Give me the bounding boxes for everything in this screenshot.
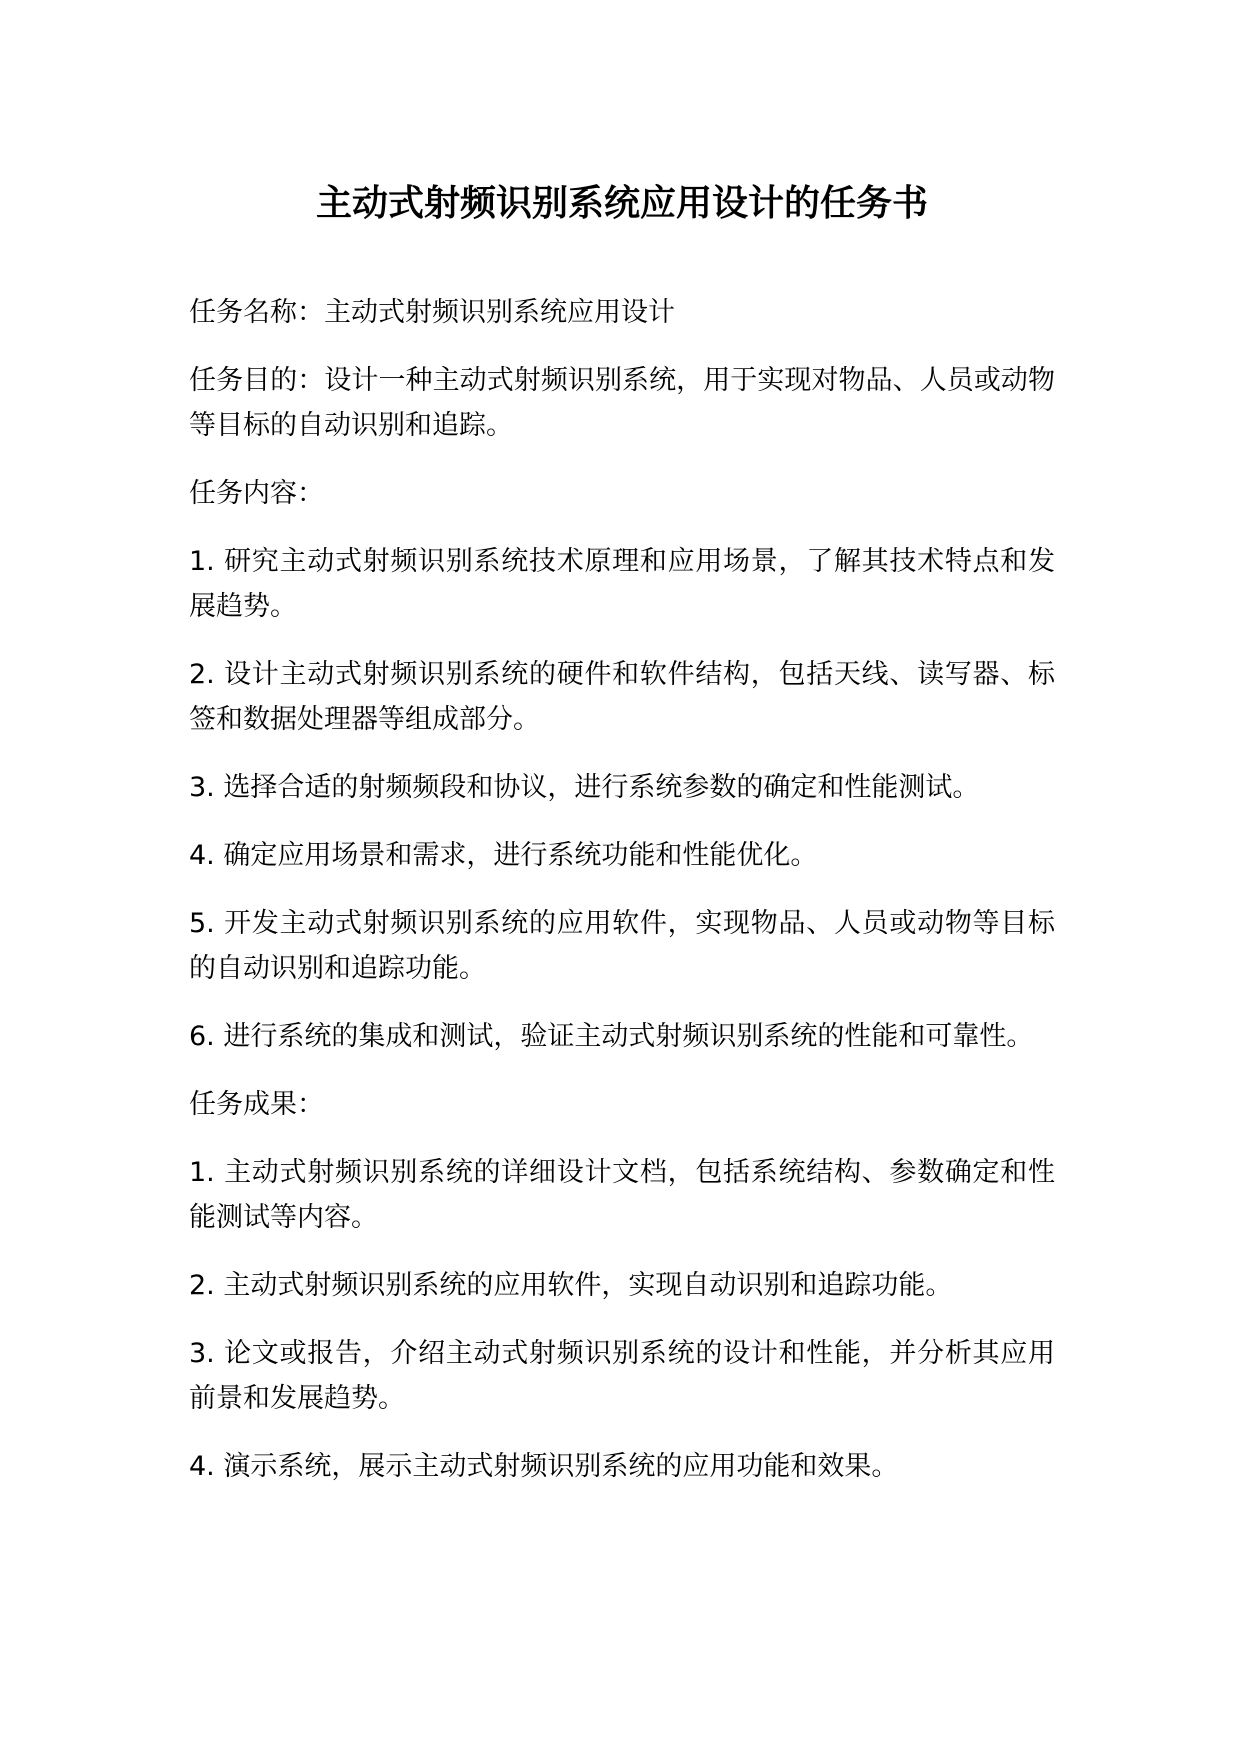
task-results-item-4: 4. 演示系统，展示主动式射频识别系统的应用功能和效果。 bbox=[189, 1451, 899, 1482]
task-content-item-1: 1. 研究主动式射频识别系统技术原理和应用场景，了解其技术特点和发展趋势。 bbox=[189, 546, 1055, 622]
task-content-item-6: 6. 进行系统的集成和测试，验证主动式射频识别系统的性能和可靠性。 bbox=[189, 1021, 1034, 1052]
document-body bbox=[189, 290, 1055, 1489]
task-results-item-3: 3. 论文或报告，介绍主动式射频识别系统的设计和性能，并分析其应用前景和发展趋势。 bbox=[189, 1338, 1055, 1414]
task-results-item-2: 2. 主动式射频识别系统的应用软件，实现自动识别和追踪功能。 bbox=[189, 1270, 953, 1301]
task-content-item-5: 5. 开发主动式射频识别系统的应用软件，实现物品、人员或动物等目标的自动识别和追踪功能。 bbox=[189, 908, 1055, 984]
document-title: 主动式射频识别系统应用设计的任务书 bbox=[315, 183, 928, 224]
task-content-item-3: 3. 选择合适的射频频段和协议，进行系统参数的确定和性能测试。 bbox=[189, 772, 980, 803]
task-results-heading: 任务成果： bbox=[189, 1089, 324, 1120]
task-content-item-4: 4. 确定应用场景和需求，进行系统功能和性能优化。 bbox=[189, 840, 818, 871]
task-results-item-1: 1. 主动式射频识别系统的详细设计文档，包括系统结构、参数确定和性能测试等内容。 bbox=[189, 1157, 1055, 1233]
task-content-item-2: 2. 设计主动式射频识别系统的硬件和软件结构，包括天线、读写器、标签和数据处理器等组成部分。 bbox=[189, 659, 1055, 735]
task-purpose-paragraph: 任务目的：设计一种主动式射频识别系统，用于实现对物品、人员或动物等目标的自动识别和追踪。 bbox=[189, 365, 1055, 441]
task-name-paragraph: 任务名称：主动式射频识别系统应用设计 bbox=[189, 297, 675, 328]
task-content-heading: 任务内容： bbox=[189, 478, 324, 509]
